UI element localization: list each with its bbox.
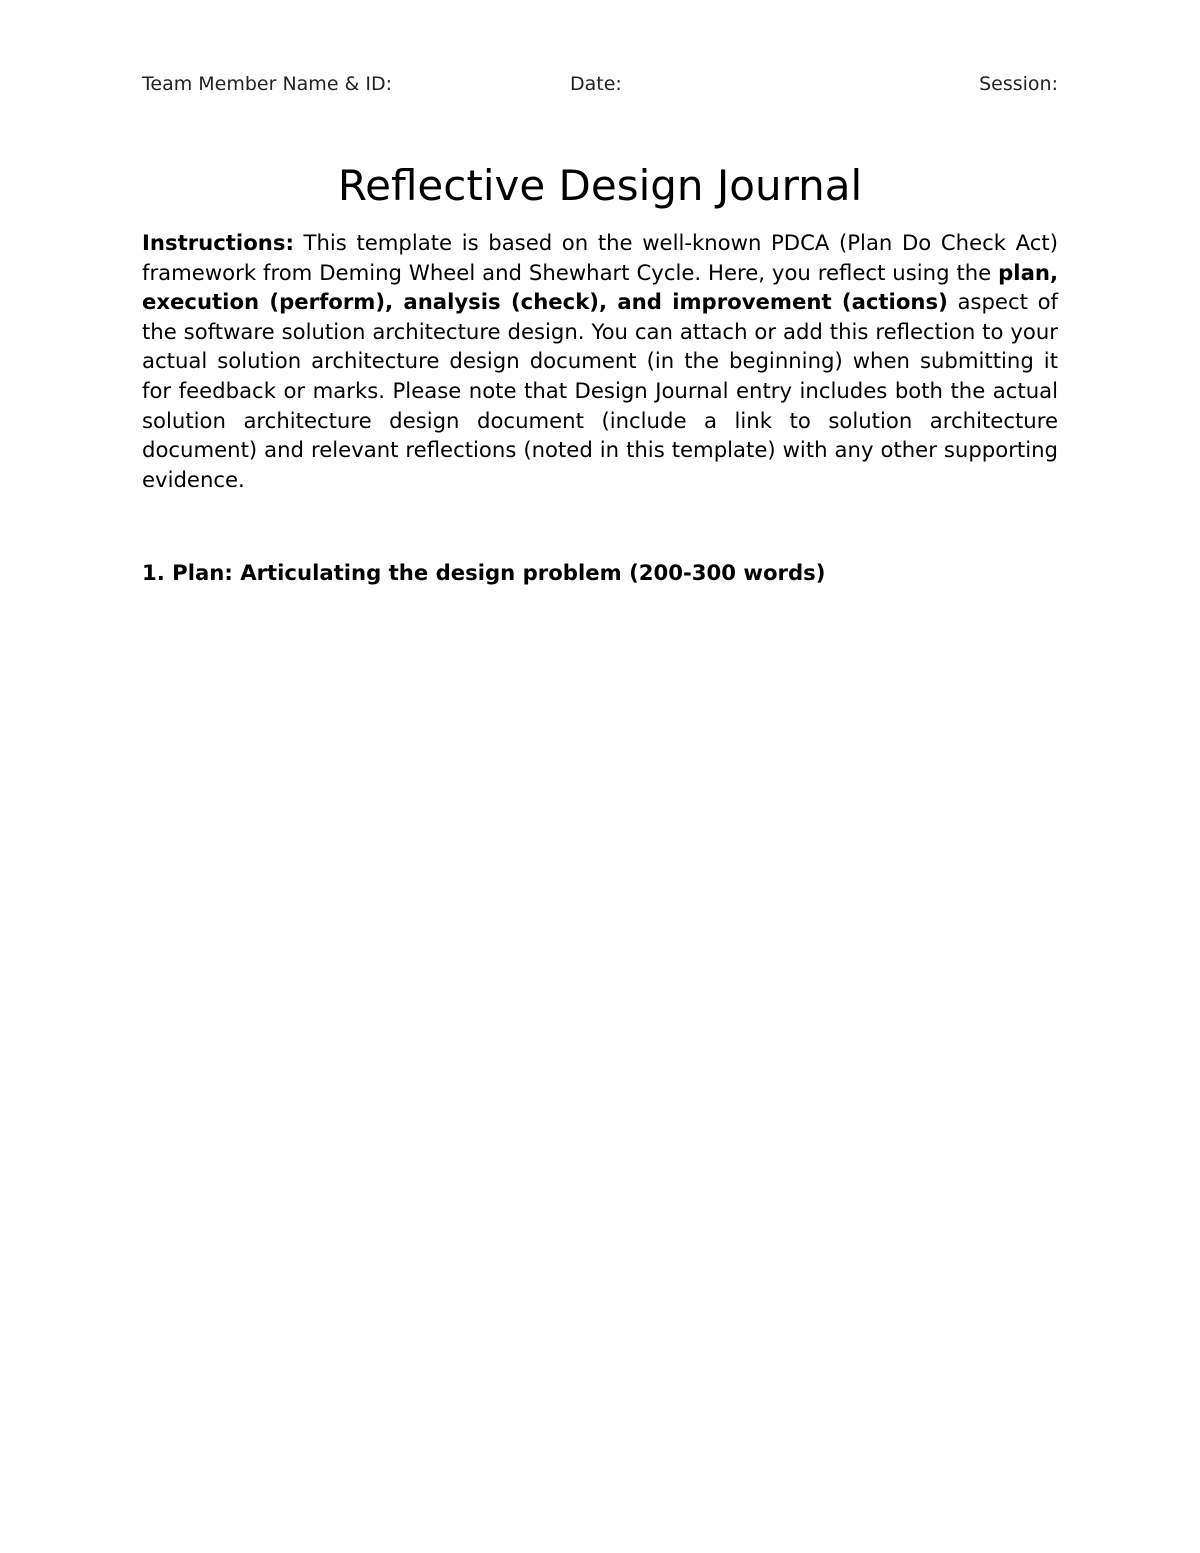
- instructions-lead: Instructions:: [142, 230, 294, 255]
- section-plan-heading: 1. Plan: Articulating the design problem (200-300 words): [142, 560, 826, 585]
- instructions-text-part1: This template is based on the well-known PDCA (Plan Do Check Act) framework from Deming Wheel and Shewhart Cycle. Here, you reflect using the: [142, 230, 1058, 285]
- team-member-name-label: Team Member Name & ID:: [142, 73, 393, 95]
- date-label: Date:: [570, 73, 622, 95]
- document-header: [142, 70, 1058, 98]
- instructions-emphasis: plan, execution (perform), analysis (check), and improvement (actions): [142, 259, 1058, 315]
- instructions-paragraph: [142, 228, 1058, 494]
- instructions-text-part2: aspect of the software solution architecture design. You can attach or add this reflection to your actual solution architecture design document (in the beginning) when submitting it for feedback or marks. Please note that Design Journal entry includes both the actual solution architecture design document (include a link to solution architecture document) and relevant reflections (noted in this template) with any other supporting evidence.: [142, 289, 1058, 492]
- session-label: Session:: [979, 73, 1058, 95]
- document-title: Reflective Design Journal: [337, 161, 863, 210]
